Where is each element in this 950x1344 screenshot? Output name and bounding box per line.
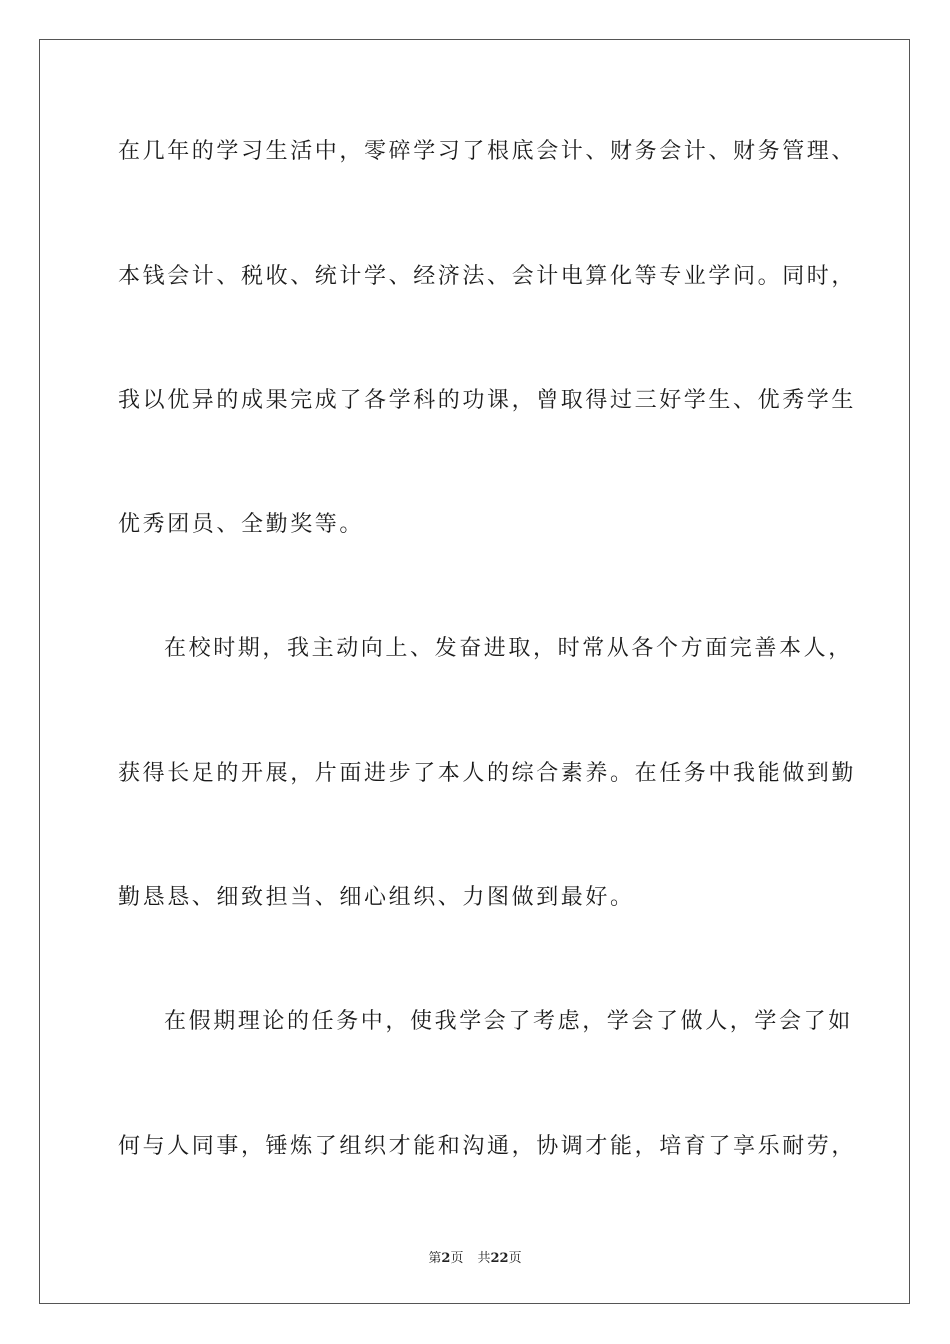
paragraph-first-line: 在校时期，我主动向上、发奋进取，时常从各个方面完善本人， bbox=[164, 636, 853, 661]
text-line: 本钱会计、税收、统计学、经济法、会计电算化等专业学问。同时， bbox=[118, 264, 857, 289]
page-border bbox=[39, 39, 910, 1304]
page-footer bbox=[0, 1247, 950, 1266]
total-pages: 22 bbox=[490, 1251, 509, 1266]
paragraph-first-line: 在假期理论的任务中，使我学会了考虑，学会了做人，学会了如 bbox=[164, 1009, 853, 1034]
text-line: 何与人同事，锤炼了组织才能和沟通，协调才能，培育了享乐耐劳， bbox=[118, 1134, 857, 1159]
page-prefix: 第 bbox=[428, 1251, 442, 1266]
page-suffix: 页 bbox=[450, 1251, 464, 1266]
text-line: 我以优异的成果完成了各学科的功课，曾取得过三好学生、优秀学生 bbox=[118, 388, 857, 413]
text-line: 获得长足的开展，片面进步了本人的综合素养。在任务中我能做到勤 bbox=[118, 761, 857, 786]
text-line: 在几年的学习生活中，零碎学习了根底会计、财务会计、财务管理、 bbox=[118, 139, 857, 164]
text-line: 优秀团员、全勤奖等。 bbox=[118, 512, 365, 537]
total-prefix: 共 bbox=[477, 1251, 491, 1266]
total-suffix: 页 bbox=[508, 1251, 522, 1266]
page-number: 2 bbox=[441, 1251, 451, 1266]
text-line: 勤恳恳、细致担当、细心组织、力图做到最好。 bbox=[118, 885, 635, 910]
